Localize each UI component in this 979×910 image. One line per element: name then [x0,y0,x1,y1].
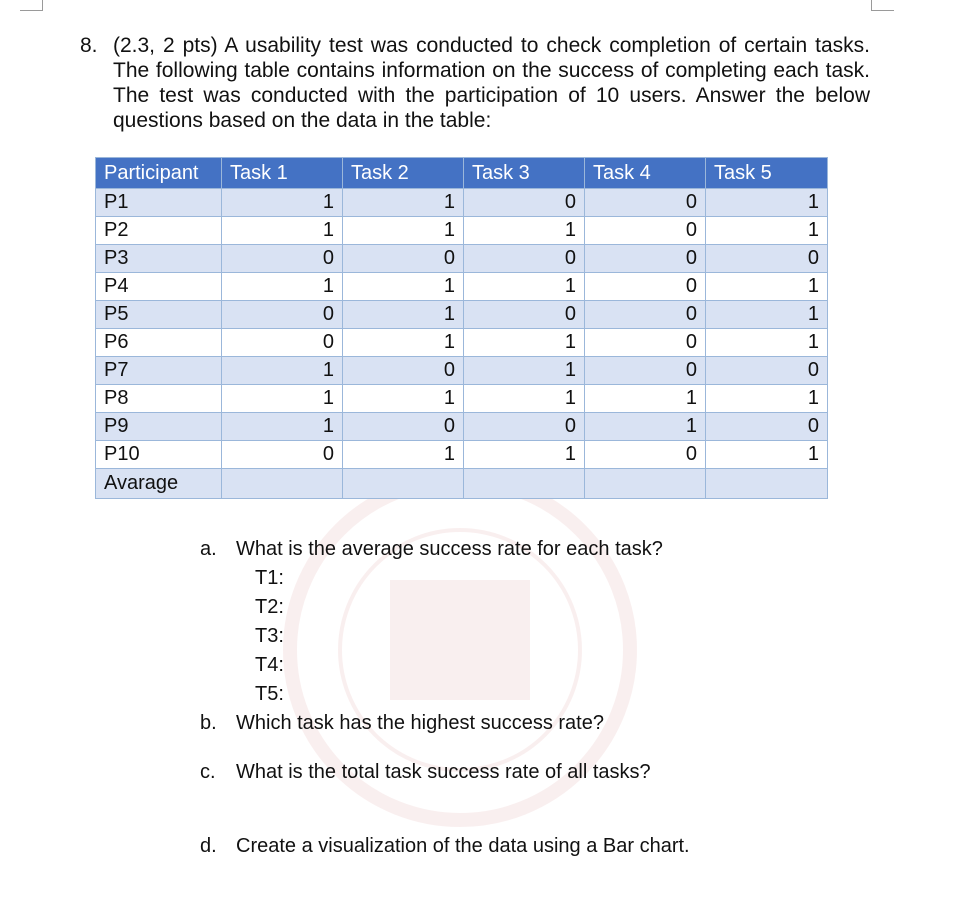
question-c-letter: c. [200,761,216,783]
participant-cell: P2 [96,217,222,245]
table-row [96,245,828,273]
sub-questions [200,535,690,861]
task-3-cell: 1 [464,273,585,301]
task-5-cell: 1 [706,189,828,217]
header-task-5: Task 5 [706,158,828,189]
task-2-cell: 1 [343,301,464,329]
header-task-1: Task 1 [222,158,343,189]
task-3-cell: 1 [464,329,585,357]
average-task-3-cell [464,469,585,499]
question-c [200,758,690,787]
task-1-cell: 1 [222,189,343,217]
task-2-cell: 1 [343,385,464,413]
table-row [96,441,828,469]
table-row [96,357,828,385]
average-task-2-cell [343,469,464,499]
question-d-text: Create a visualization of the data using a Bar chart. [236,835,690,857]
task-3-cell: 1 [464,217,585,245]
task-1-cell: 1 [222,273,343,301]
average-label: Avarage [96,469,222,499]
question-a-letter: a. [200,538,217,560]
table-row [96,385,828,413]
task-2-cell: 1 [343,441,464,469]
table-row [96,273,828,301]
task-5-cell: 1 [706,385,828,413]
question-d [200,832,690,861]
task-2-cell: 0 [343,413,464,441]
task-2-cell: 0 [343,245,464,273]
task-4-cell: 0 [585,357,706,385]
participant-cell: P8 [96,385,222,413]
question-number: 8. [80,34,98,57]
task-success-table [95,157,828,499]
answer-item-t4: T4: [255,654,284,676]
task-5-cell: 1 [706,441,828,469]
task-5-cell: 0 [706,413,828,441]
table-row [96,189,828,217]
task-1-cell: 1 [222,385,343,413]
question-a-text: What is the average success rate for each task? [236,538,663,560]
question-text: (2.3, 2 pts) A usability test was conducted to check completion of certain tasks. The following table contains information on the success of completing each task. The test was conducted with the participation of 10 users. Answer the below questions based on the data in the table: [113,34,870,132]
participant-cell: P10 [96,441,222,469]
task-2-cell: 0 [343,357,464,385]
average-task-1-cell [222,469,343,499]
task-3-cell: 0 [464,413,585,441]
task-2-cell: 1 [343,217,464,245]
task-1-cell: 0 [222,301,343,329]
answer-item-t3: T3: [255,625,284,647]
task-4-cell: 0 [585,245,706,273]
question-b-text: Which task has the highest success rate? [236,712,604,734]
task-2-cell: 1 [343,273,464,301]
answer-item-t2: T2: [255,596,284,618]
task-5-cell: 1 [706,217,828,245]
task-5-cell: 1 [706,301,828,329]
question-c-text: What is the total task success rate of all tasks? [236,761,651,783]
participant-cell: P7 [96,357,222,385]
task-5-cell: 1 [706,329,828,357]
task-3-cell: 1 [464,357,585,385]
task-4-cell: 0 [585,273,706,301]
table-row [96,413,828,441]
table-row [96,217,828,245]
participant-cell: P1 [96,189,222,217]
task-1-cell: 1 [222,357,343,385]
header-task-4: Task 4 [585,158,706,189]
question-a [200,535,690,564]
table-header-row [96,158,828,189]
header-task-2: Task 2 [343,158,464,189]
task-4-cell: 0 [585,189,706,217]
header-participant: Participant [96,158,222,189]
table-row [96,301,828,329]
participant-cell: P5 [96,301,222,329]
task-4-cell: 0 [585,441,706,469]
question-d-letter: d. [200,835,217,857]
task-5-cell: 1 [706,273,828,301]
task-1-cell: 1 [222,217,343,245]
participant-cell: P4 [96,273,222,301]
question-b [200,709,690,738]
task-3-cell: 0 [464,189,585,217]
task-1-cell: 0 [222,441,343,469]
answer-item-t1: T1: [255,567,284,589]
average-row [96,469,828,499]
average-task-5-cell [706,469,828,499]
table-row [96,329,828,357]
question-b-letter: b. [200,712,217,734]
participant-cell: P6 [96,329,222,357]
task-1-cell: 0 [222,329,343,357]
task-3-cell: 1 [464,441,585,469]
page-corner-mark-right [871,0,894,11]
task-5-cell: 0 [706,357,828,385]
task-4-cell: 0 [585,217,706,245]
average-task-4-cell [585,469,706,499]
question-block [80,33,870,133]
task-3-cell: 0 [464,301,585,329]
header-task-3: Task 3 [464,158,585,189]
task-4-cell: 1 [585,413,706,441]
task-1-cell: 0 [222,245,343,273]
task-3-cell: 0 [464,245,585,273]
participant-cell: P9 [96,413,222,441]
task-2-cell: 1 [343,189,464,217]
task-1-cell: 1 [222,413,343,441]
participant-cell: P3 [96,245,222,273]
task-2-cell: 1 [343,329,464,357]
task-4-cell: 0 [585,329,706,357]
task-4-cell: 1 [585,385,706,413]
task-5-cell: 0 [706,245,828,273]
answer-item-t5: T5: [255,683,284,705]
task-4-cell: 0 [585,301,706,329]
page-corner-mark-left [20,0,43,11]
task-3-cell: 1 [464,385,585,413]
